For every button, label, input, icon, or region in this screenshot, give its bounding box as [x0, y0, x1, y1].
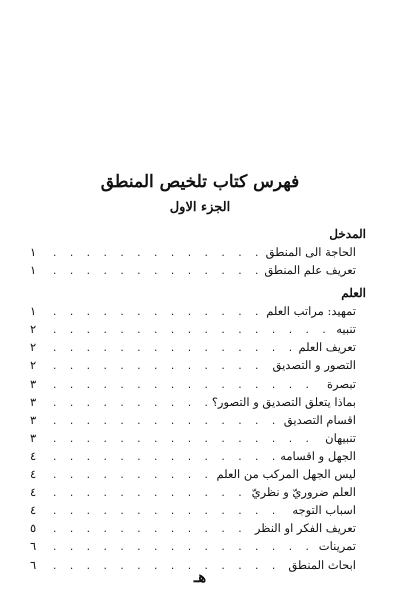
- entry-page-number: ٦: [30, 539, 37, 554]
- dot-leader: [52, 503, 288, 521]
- page-marker: هـ: [193, 568, 207, 586]
- page-title: فهرس كتاب تلخيص المنطق: [100, 172, 300, 192]
- part-subtitle: الجزء الاول: [169, 200, 231, 215]
- toc-entry[interactable]: [30, 519, 366, 537]
- dot-leader: [52, 539, 315, 557]
- entry-title: تمرينات: [318, 539, 356, 554]
- dot-leader: [52, 263, 260, 281]
- toc-entry[interactable]: [30, 375, 366, 393]
- entry-page-number: ١: [30, 263, 37, 278]
- toc-entry[interactable]: [30, 501, 366, 519]
- entry-title: تمهيد: مراتب العلم: [266, 304, 356, 319]
- entry-title: التصور و التصديق: [272, 358, 356, 373]
- toc-entry[interactable]: [30, 537, 366, 555]
- toc-entry[interactable]: [30, 338, 366, 356]
- entry-title: تبصرة: [326, 376, 356, 391]
- entry-title: اقسام التصديق: [283, 412, 356, 427]
- toc-entry[interactable]: [30, 465, 366, 483]
- dot-leader: [52, 395, 208, 413]
- toc-entry[interactable]: [30, 411, 366, 429]
- dot-leader: [52, 304, 262, 322]
- entry-page-number: ٣: [30, 376, 37, 391]
- entry-page-number: ٤: [30, 503, 37, 518]
- entry-page-number: ١: [30, 245, 37, 259]
- entry-page-number: ٤: [30, 467, 37, 482]
- dot-leader: [52, 467, 213, 485]
- entry-page-number: ٦: [30, 557, 37, 572]
- entry-page-number: ٢: [30, 340, 37, 355]
- entry-title: الجهل و اقسامه: [280, 448, 356, 463]
- dot-leader: [52, 322, 332, 340]
- entry-page-number: ٤: [30, 448, 37, 463]
- toc-entry[interactable]: [30, 483, 366, 501]
- entry-page-number: ٢: [30, 358, 37, 373]
- toc-entry[interactable]: [30, 393, 366, 411]
- entry-title: تعريف الفكر او النظر: [254, 521, 356, 536]
- entry-title: ابحاث المنطق: [288, 557, 356, 572]
- section-heading-knowledge: العلم: [341, 286, 366, 301]
- dot-leader: [52, 485, 248, 503]
- entry-title: تعريف العلم: [298, 340, 356, 355]
- entry-page-number: ٣: [30, 412, 37, 427]
- entry-title: بماذا يتعلق التصديق و التصور؟: [211, 394, 356, 409]
- entry-page-number: ١: [30, 304, 37, 319]
- entry-title: اسباب التوجه: [292, 503, 356, 518]
- toc-entry[interactable]: [30, 320, 366, 338]
- toc-entry[interactable]: [30, 302, 366, 320]
- entry-title: العلم ضروريّ و نظريّ: [251, 485, 356, 500]
- toc-entry[interactable]: [30, 243, 366, 261]
- toc-entry[interactable]: [30, 447, 366, 465]
- dot-leader: [52, 340, 294, 358]
- entry-title: الحاجة الى المنطق: [265, 245, 356, 259]
- table-of-contents: [30, 222, 366, 574]
- toc-entry[interactable]: [30, 261, 366, 279]
- toc-entry[interactable]: [30, 356, 366, 374]
- entry-page-number: ٣: [30, 430, 37, 445]
- entry-page-number: ٤: [30, 485, 37, 500]
- entry-page-number: ٣: [30, 394, 37, 409]
- entry-title: تنبيهان: [325, 430, 356, 445]
- entry-title: تنبيه: [336, 322, 356, 337]
- dot-leader: [52, 521, 251, 539]
- section-heading-intro: المدخل: [329, 227, 366, 241]
- toc-entry[interactable]: [30, 429, 366, 447]
- dot-leader: [52, 358, 269, 376]
- dot-leader: [52, 413, 280, 431]
- dot-leader: [52, 245, 262, 263]
- entry-page-number: ٢: [30, 322, 37, 337]
- entry-title: ليس الجهل المركب من العلم: [216, 467, 356, 482]
- entry-page-number: ٥: [30, 521, 37, 536]
- entry-title: تعريف علم المنطق: [264, 263, 356, 278]
